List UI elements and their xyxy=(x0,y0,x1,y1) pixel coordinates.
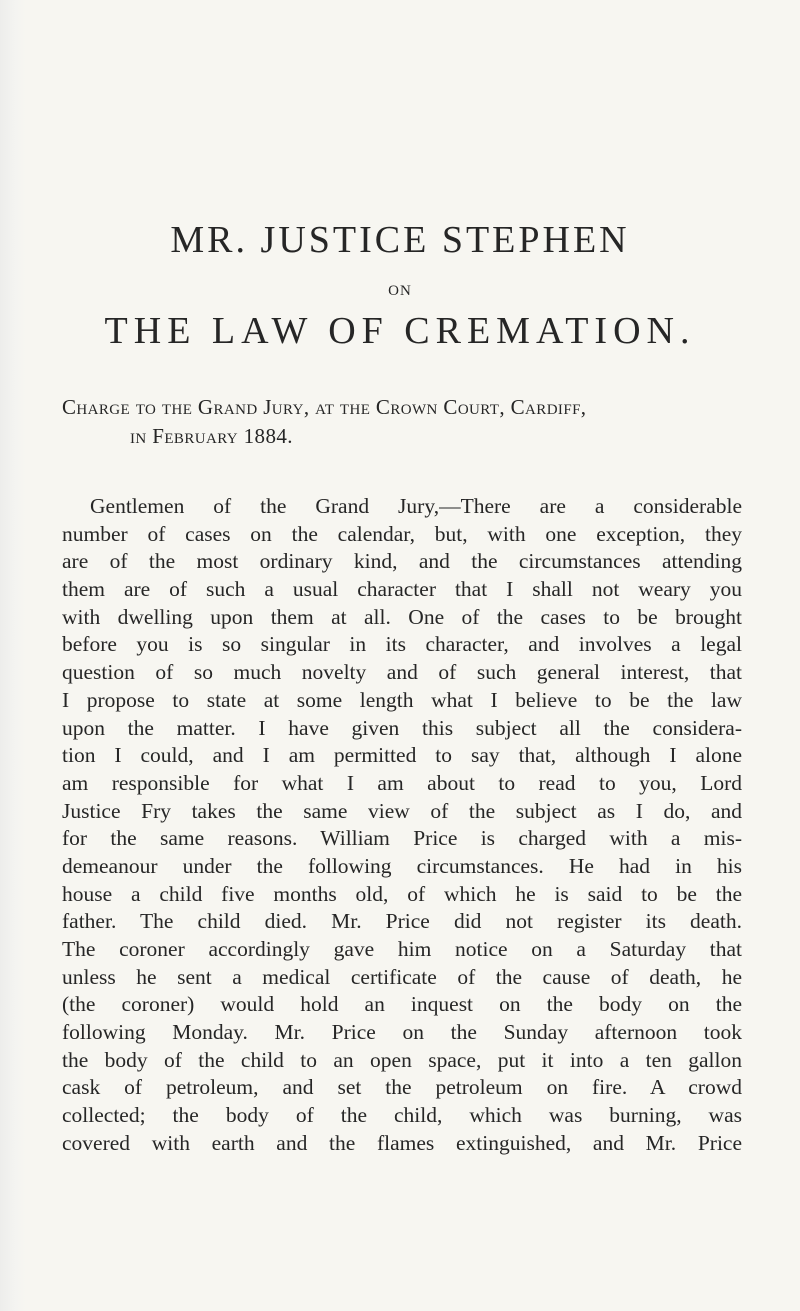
text-line: house a child five months old, of which he is said to be the xyxy=(62,881,742,906)
text-line: unless he sent a medical certificate of the cause of death, he xyxy=(62,964,742,989)
text-line: following Monday. Mr. Price on the Sunday afternoon took xyxy=(62,1020,742,1045)
text-line: am responsible for what I am about to read to you, Lord xyxy=(62,770,742,795)
text-line: demeanour under the following circumstances. He had in his xyxy=(62,853,742,878)
text-line: number of cases on the calendar, but, with one exception, they xyxy=(62,521,742,546)
text-line: for the same reasons. William Price is charged with a mis- xyxy=(62,826,742,851)
text-line: Gentlemen of the Grand Jury,—There are a considerable xyxy=(90,494,742,518)
text-line: father. The child died. Mr. Price did not register its death. xyxy=(62,909,742,934)
text-line: collected; the body of the child, which was burning, was xyxy=(62,1103,742,1128)
text-line: the body of the child to an open space, put it into a ten gallon xyxy=(62,1047,742,1072)
main-title-line-1: MR. JUSTICE STEPHEN xyxy=(170,219,630,261)
text-line: before you is so singular in its character, and involves a legal xyxy=(62,632,742,657)
subtitle-line-2: in February 1884. xyxy=(130,424,293,448)
text-line: cask of petroleum, and set the petroleum on fire. A crowd xyxy=(62,1075,742,1100)
title-connector-on: ON xyxy=(388,283,412,299)
text-line: Justice Fry takes the same view of the subject as I do, and xyxy=(62,798,742,823)
text-line: are of the most ordinary kind, and the circumstances attending xyxy=(62,549,742,574)
main-title-line-2: THE LAW OF CREMATION. xyxy=(104,310,696,352)
text-line: question of so much novelty and of such general interest, that xyxy=(62,660,742,685)
text-line: them are of such a usual character that I shall not weary you xyxy=(62,577,742,602)
text-line: covered with earth and the flames extinguished, and Mr. Price xyxy=(62,1130,742,1155)
text-line: (the coroner) would hold an inquest on the body on the xyxy=(62,992,742,1017)
text-line: The coroner accordingly gave him notice on a Saturday that xyxy=(62,937,742,961)
body-text xyxy=(62,493,742,1158)
text-line: I propose to state at some length what I believe to be the law xyxy=(62,687,742,712)
subtitle-line-1: Charge to the Grand Jury, at the Crown Court, Cardiff, xyxy=(62,395,587,419)
text-line: tion I could, and I am permitted to say that, although I alone xyxy=(62,743,742,768)
text-line: with dwelling upon them at all. One of the cases to be brought xyxy=(62,604,742,629)
text-line: upon the matter. I have given this subject all the considera- xyxy=(62,715,742,740)
